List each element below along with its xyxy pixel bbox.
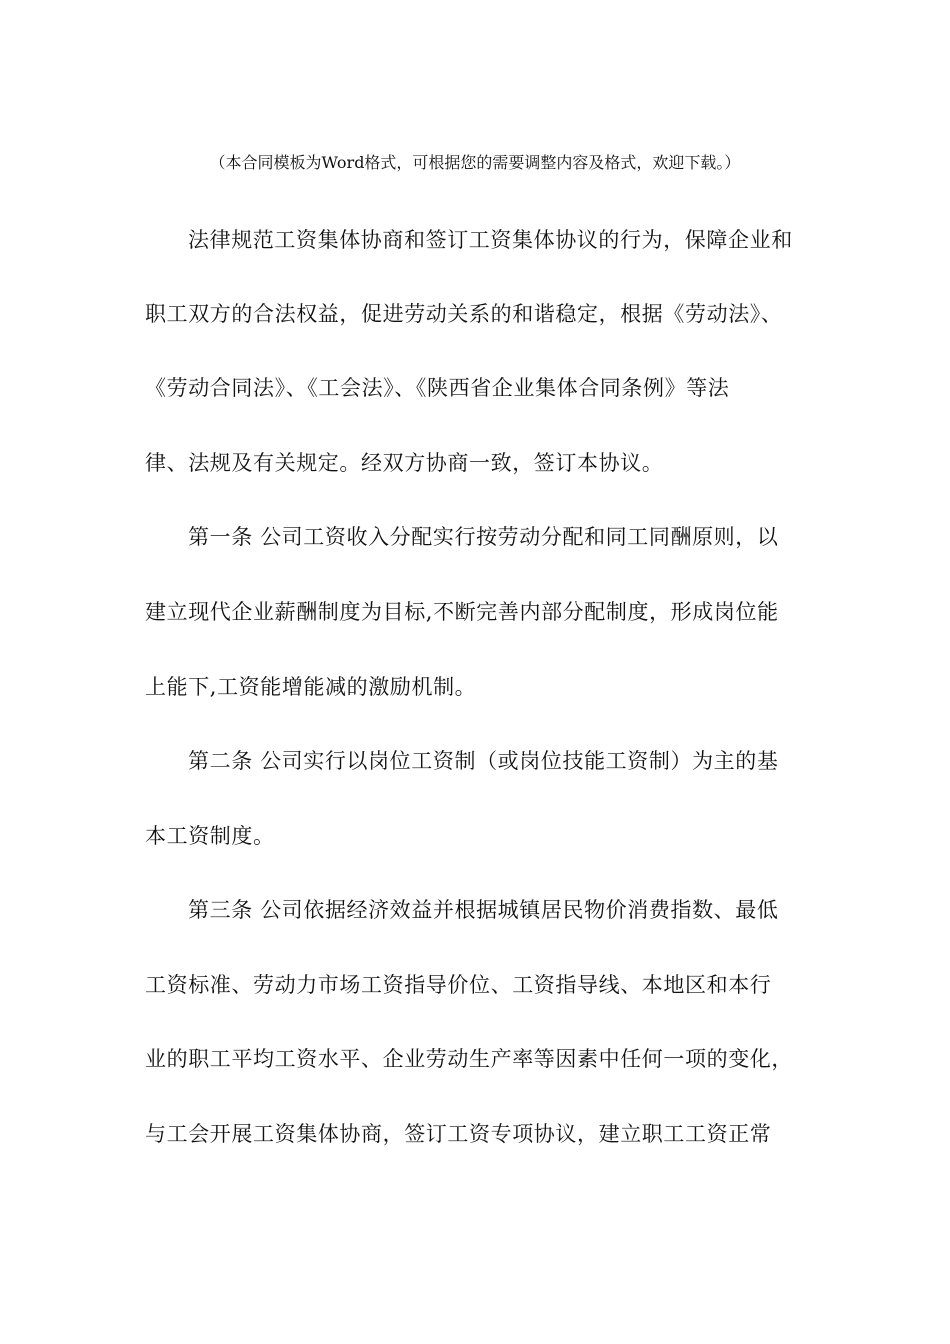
article-1-line-2: 建立现代企业薪酬制度为目标,不断完善内部分配制度，形成岗位能 [145,600,779,624]
template-note: （本合同模板为Word格式，可根据您的需要调整内容及格式，欢迎下载。） [209,153,741,172]
article-3-line-3: 业的职工平均工资水平、企业劳动生产率等因素中任何一项的变化， [145,1047,793,1071]
paragraph-intro-line-4: 律、法规及有关规定。经双方协商一致，签订本协议。 [145,451,664,475]
paragraph-intro-line-2: 职工双方的合法权益，促进劳动关系的和谐稳定，根据《劳动法》、 [145,302,783,326]
article-2-line-2: 本工资制度。 [145,824,275,848]
paragraph-intro-line-1: 法律规范工资集体协商和签订工资集体协议的行为，保障企业和 [188,228,793,252]
article-1-line-3: 上能下,工资能增能减的激励机制。 [145,675,477,699]
article-3-line-1: 第三条 公司依据经济效益并根据城镇居民物价消费指数、最低 [188,898,779,922]
article-3-line-2: 工资标准、劳动力市场工资指导价位、工资指导线、本地区和本行 [145,973,772,997]
article-3-line-4: 与工会开展工资集体协商，签订工资专项协议，建立职工工资正常 [145,1122,772,1146]
article-1-line-1: 第一条 公司工资收入分配实行按劳动分配和同工同酬原则，以 [188,525,779,549]
article-2-line-1: 第二条 公司实行以岗位工资制（或岗位技能工资制）为主的基 [188,749,779,773]
paragraph-intro-line-3: 《劳动合同法》、《工会法》、《陕西省企业集体合同条例》等法 [145,376,730,400]
